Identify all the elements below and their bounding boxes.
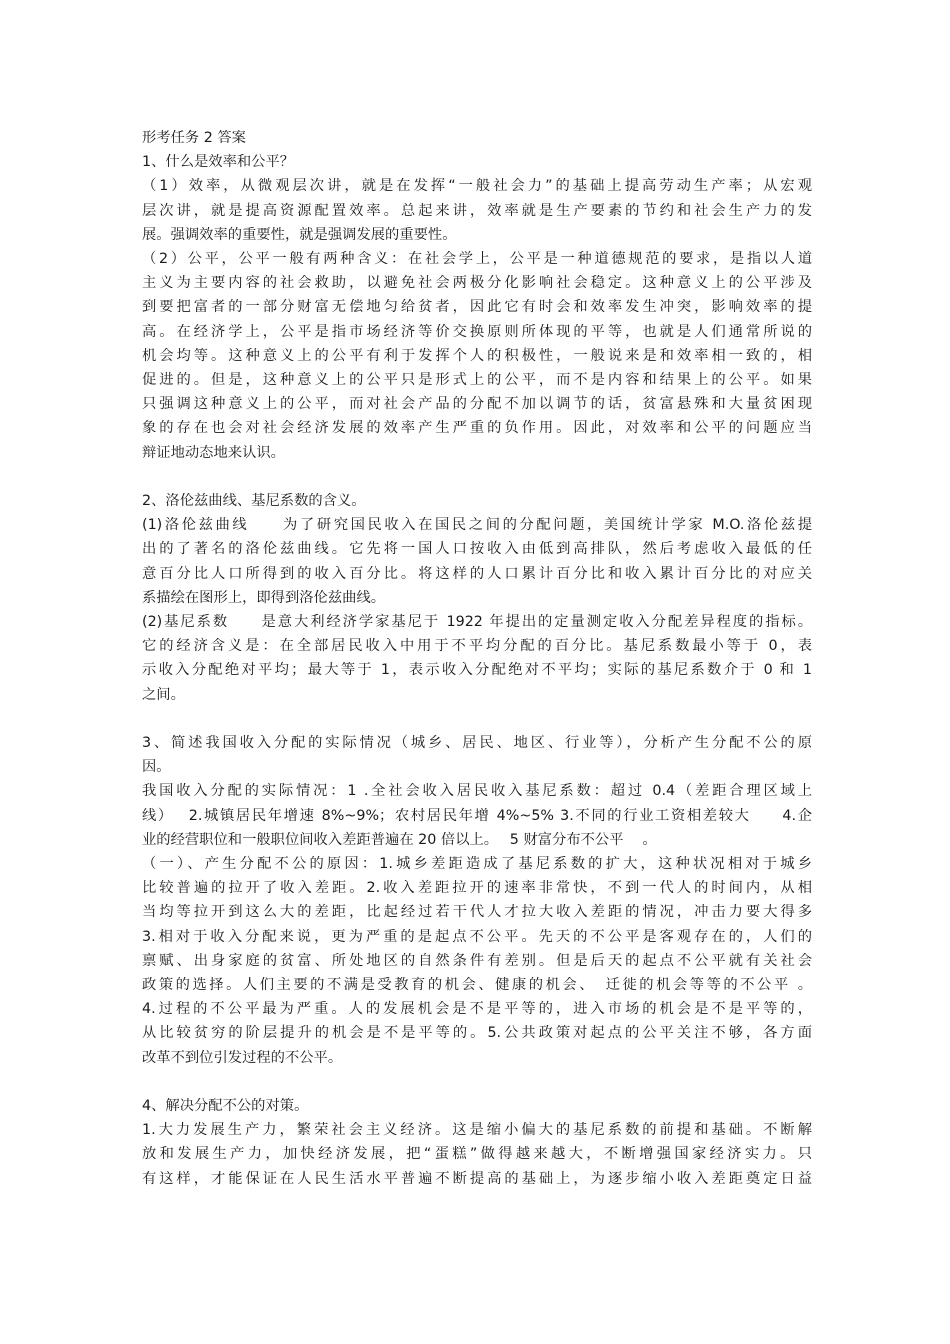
document-title: 形考任务 2 答案: [142, 130, 246, 146]
paragraph-line: 机会均等。这种意义上的公平有利于发挥个人的积极性，一般说来是和效率相一致的，相: [142, 347, 812, 364]
section-1-heading: 1、什么是效率和公平？: [142, 154, 295, 171]
blank-line: [142, 465, 812, 489]
paragraph-line: 线） 2.城镇居民年增速 8%~9%；农村居民年增 4%~5% 3.不同的行业工资相差较大 4.企: [142, 807, 812, 824]
paragraph-line: （2）公平，公平一般有两种含义：在社会学上，公平是一种道德规范的要求，是指以人道: [142, 251, 812, 268]
paragraph-line: 主义为主要内容的社会救助，以避免社会两极分化影响社会稳定。这种意义上的公平涉及: [142, 275, 812, 292]
paragraph-line: 从比较贫穷的阶层提升的机会是不是平等的。5.公共政策对起点的公平关注不够，各方面: [142, 1025, 812, 1042]
paragraph-line: 只强调这种意义上的公平，而对社会产品的分配不加以调节的话，贫富悬殊和大量贫困现: [142, 396, 812, 413]
document-body: [142, 126, 812, 1191]
paragraph-line: 政策的选择。人们主要的不满是受教育的机会、健康的机会、 迁徙的机会等等的不公平 。: [142, 977, 812, 994]
paragraph-line: （一）、产生分配不公的原因：1.城乡差距造成了基尼系数的扩大，这种状况相对于城乡: [142, 856, 812, 873]
paragraph-line: 有这样，才能保证在人民生活水平普遍不断提高的基础上，为逐步缩小收入差距奠定日益: [142, 1170, 812, 1187]
paragraph-line: 我国收入分配的实际情况：1 .全社会收入居民收入基尼系数：超过 0.4（差距合理区域上: [142, 783, 812, 800]
section-3-heading: 因。: [142, 759, 171, 776]
blank-line: [142, 1070, 812, 1094]
paragraph-line: 3.相对于收入分配来说，更为严重的是起点不公平。先天的不公平是客观存在的，人们的: [142, 928, 812, 945]
paragraph-line: 示收入分配绝对平均；最大等于 1，表示收入分配绝对不平均；实际的基尼系数介于 0 和 1: [142, 662, 812, 679]
paragraph-line: 业的经营职位和一般职位间收入差距普遍在 20 倍以上。 5 财富分布不公平 。: [142, 831, 657, 848]
blank-line: [142, 707, 812, 731]
paragraph-line: （1）效率，从微观层次讲，就是在发挥“一般社会力”的基础上提高劳动生产率；从宏观: [142, 178, 812, 195]
paragraph-line: (1)洛伦兹曲线 为了研究国民收入在国民之间的分配问题，美国统计学家 M.O.洛伦兹提: [142, 517, 812, 534]
section-3-heading: 3、简述我国收入分配的实际情况（城乡、居民、地区、行业等），分析产生分配不公的原: [142, 735, 812, 752]
paragraph-line: 1.大力发展生产力，繁荣社会主义经济。这是缩小偏大的基尼系数的前提和基础。不断解: [142, 1122, 812, 1139]
paragraph-line: 改革不到位引发过程的不公平。: [142, 1049, 343, 1066]
paragraph-line: 系描绘在图形上，即得到洛伦兹曲线。: [142, 589, 386, 606]
paragraph-line: 辩证地动态地来认识。: [142, 444, 285, 461]
paragraph-line: 象的存在也会对社会经济发展的效率产生严重的负作用。因此，对效率和公平的问题应当: [142, 420, 812, 437]
paragraph-line: 禀赋、出身家庭的贫富、所处地区的自然条件有差别。但是后天的起点不公平就有关社会: [142, 952, 812, 969]
paragraph-line: 它的经济含义是：在全部居民收入中用于不平均分配的百分比。基尼系数最小等于 0，表: [142, 638, 812, 655]
paragraph-line: 4.过程的不公平最为严重。人的发展机会是不是平等的，进入市场的机会是不是平等的，: [142, 1001, 812, 1018]
paragraph-line: 到要把富者的一部分财富无偿地匀给贫者，因此它有时会和效率发生冲突，影响效率的提: [142, 299, 812, 316]
paragraph-line: 比较普遍的拉开了收入差距。2.收入差距拉开的速率非常快，不到一代人的时间内，从相: [142, 880, 812, 897]
paragraph-line: (2)基尼系数 是意大利经济学家基尼于 1922 年提出的定量测定收入分配差异程度的指标。: [142, 614, 812, 631]
paragraph-line: 放和发展生产力，加快经济发展，把“蛋糕”做得越来越大，不断增强国家经济实力。只: [142, 1146, 812, 1163]
paragraph-line: 促进的。但是，这种意义上的公平只是形式上的公平，而不是内容和结果上的公平。如果: [142, 372, 812, 389]
paragraph-line: 当均等拉开到这么大的差距，比起经过若干代人才拉大收入差距的情况，冲击力要大得多: [142, 904, 812, 921]
paragraph-line: 展。强调效率的重要性，就是强调发展的重要性。: [142, 226, 457, 243]
paragraph-line: 高。在经济学上，公平是指市场经济等价交换原则所体现的平等，也就是人们通常所说的: [142, 323, 812, 340]
section-2-heading: 2、洛伦兹曲线、基尼系数的含义。: [142, 493, 366, 510]
paragraph-line: 之间。: [142, 686, 185, 703]
paragraph-line: 出的了著名的洛伦兹曲线。它先将一国人口按收入由低到高排队，然后考虑收入最低的任: [142, 541, 812, 558]
paragraph-line: 意百分比人口所得到的收入百分比。将这样的人口累计百分比和收入累计百分比的对应关: [142, 565, 812, 582]
paragraph-line: 层次讲，就是提高资源配置效率。总起来讲，效率就是生产要素的节约和社会生产力的发: [142, 202, 812, 219]
section-4-heading: 4、解决分配不公的对策。: [142, 1098, 309, 1115]
